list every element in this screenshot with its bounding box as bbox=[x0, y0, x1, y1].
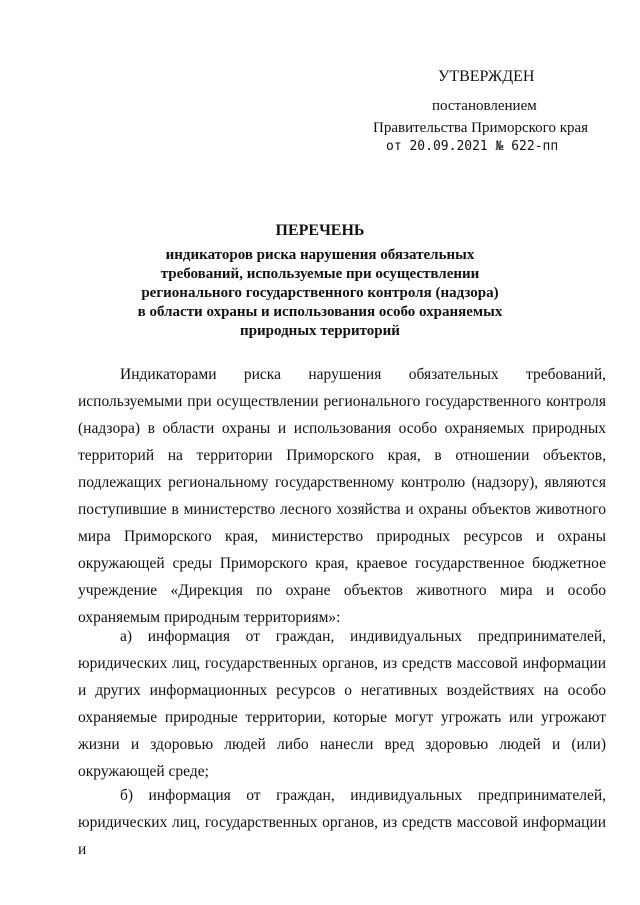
document-subtitle bbox=[0, 246, 640, 341]
intro-paragraph: Индикаторами риска нарушения обязательных требований, используемыми при осуществлении регионального государственного контроля (надзора) в области охраны и использования особо охраняемых природных территорий на территории Приморского края, в отношении объектов, подлежащих региональному государственному контролю (надзору), являются поступившие в министерство лесного хозяйства и охраны объектов животного мира Приморского края, министерство природных ресурсов и охраны окружающей среды Приморского края, краевое государственное бюджетное учреждение «Дирекция по охране объектов животного мира и особо охраняемым природным территориям»: bbox=[78, 366, 606, 626]
subtitle-line: требований, используемые при осуществлении bbox=[160, 266, 480, 282]
document-number: от 20.09.2021 № 622-пп bbox=[386, 139, 559, 154]
government-label: Правительства Приморского края bbox=[373, 120, 589, 136]
item-a-paragraph: а) информация от граждан, индивидуальных предпринимателей, юридических лиц, государственных органов, из средств массовой информации и других информационных ресурсов о негативных воздействиях на особо охраняемые природные территории, которые могут угрожать или угрожают жизни и здоровью людей либо нанесли вред здоровью людей и (или) окружающей среде; bbox=[78, 628, 606, 780]
approved-stamp: УТВЕРЖДЕН bbox=[438, 68, 535, 85]
subtitle-line: природных территорий bbox=[240, 323, 400, 339]
resolution-label: постановлением bbox=[432, 98, 537, 114]
item-b-paragraph: б) информация от граждан, индивидуальных предпринимателей, юридических лиц, государственных органов, из средств массовой информации и bbox=[78, 787, 606, 858]
subtitle-line: индикаторов риска нарушения обязательных bbox=[165, 247, 475, 263]
subtitle-line: в области охраны и использования особо охраняемых bbox=[137, 304, 503, 320]
subtitle-line: регионального государственного контроля (надзора) bbox=[141, 285, 499, 301]
document-title: ПЕРЕЧЕНЬ bbox=[275, 222, 365, 239]
